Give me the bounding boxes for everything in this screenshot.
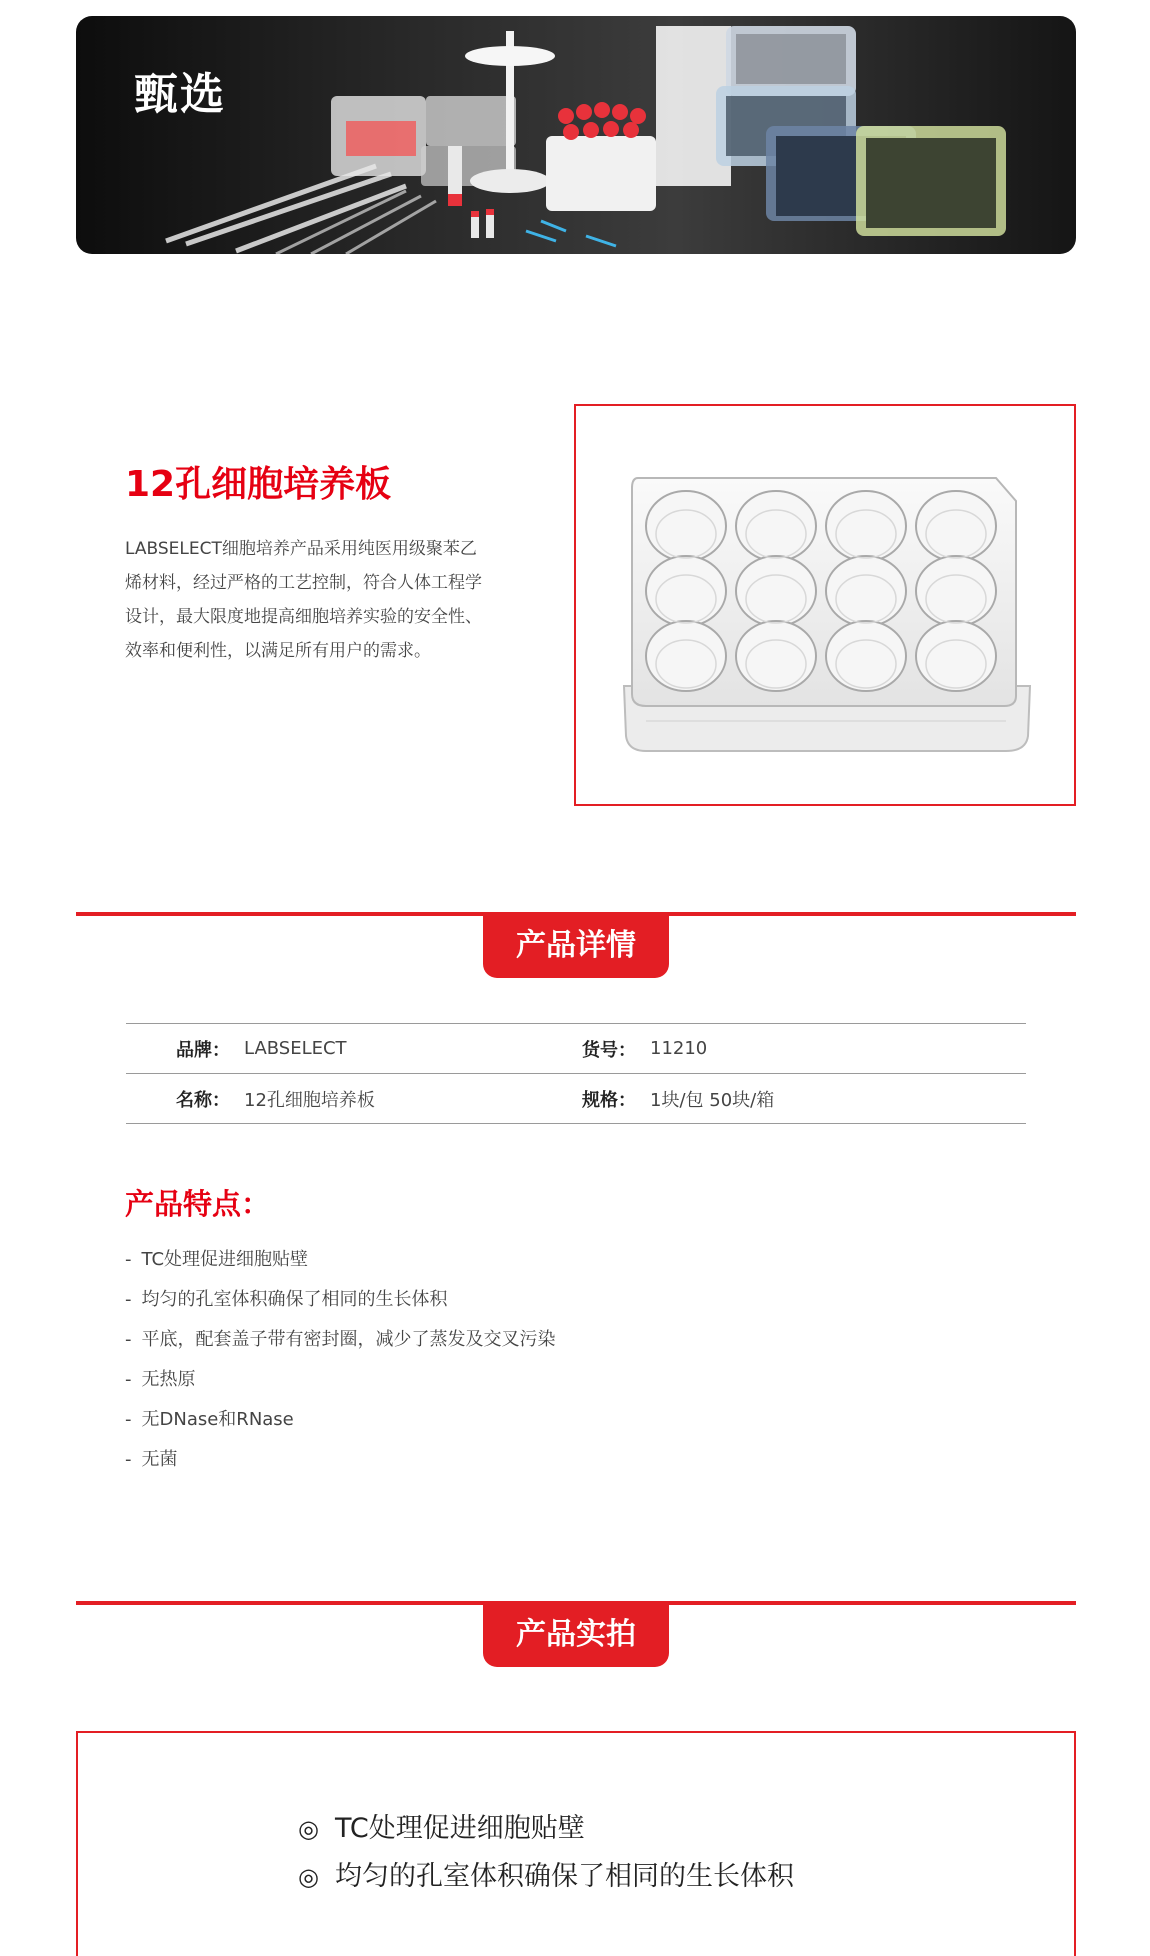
spec-separator: ： — [618, 1039, 636, 1061]
feature-item — [125, 1320, 556, 1360]
feature-item — [125, 1240, 556, 1280]
feature-text: 无DNase和RNase — [141, 1409, 294, 1430]
photo-highlights-list — [298, 1805, 794, 1901]
spec-key: 规格 — [582, 1089, 618, 1111]
feature-dash: - — [125, 1249, 132, 1270]
feature-text: 无热原 — [141, 1369, 196, 1390]
feature-item — [125, 1360, 556, 1400]
spec-cell-specification — [576, 1086, 1026, 1112]
spec-value: LABSELECT — [244, 1038, 347, 1059]
product-description — [125, 532, 545, 668]
spec-value: 1块/包 50块/箱 — [650, 1089, 775, 1111]
feature-item — [125, 1440, 556, 1480]
feature-text: 平底，配套盖子带有密封圈，减少了蒸发及交叉污染 — [141, 1329, 556, 1350]
features-title: 产品特点： — [125, 1187, 271, 1221]
spec-cell-brand — [126, 1036, 576, 1062]
spec-separator: ： — [212, 1039, 230, 1061]
feature-dash: - — [125, 1369, 132, 1390]
product-description-line: 烯材料，经过严格的工艺控制，符合人体工程学 — [125, 573, 482, 593]
product-title: 12孔细胞培养板 — [125, 464, 392, 505]
feature-text: TC处理促进细胞贴壁 — [141, 1249, 309, 1270]
section-header-details: 产品详情 — [483, 914, 669, 978]
product-description-line: 效率和便利性，以满足所有用户的需求。 — [125, 641, 431, 661]
spec-table — [126, 1023, 1026, 1124]
photo-highlight-item — [298, 1805, 794, 1853]
spec-row — [126, 1024, 1026, 1074]
spec-value: 12孔细胞培养板 — [244, 1089, 375, 1111]
spec-key: 品牌 — [176, 1039, 212, 1061]
spec-value: 11210 — [650, 1038, 708, 1059]
spec-cell-name — [126, 1086, 576, 1112]
spec-row — [126, 1074, 1026, 1124]
cell-culture-plate-image — [576, 406, 1074, 804]
photo-highlight-text: 均匀的孔室体积确保了相同的生长体积 — [334, 1861, 794, 1892]
feature-item — [125, 1400, 556, 1440]
circle-bullet-icon: ◎ — [298, 1815, 319, 1843]
spec-key: 名称 — [176, 1089, 212, 1111]
feature-dash: - — [125, 1449, 132, 1470]
photo-highlight-text: TC处理促进细胞贴壁 — [334, 1813, 585, 1844]
circle-bullet-icon: ◎ — [298, 1863, 319, 1891]
product-description-line: 设计，最大限度地提高细胞培养实验的安全性、 — [125, 607, 482, 627]
banner-lab-products-illustration — [76, 16, 1076, 254]
hero-banner — [76, 16, 1076, 254]
feature-dash: - — [125, 1289, 132, 1310]
spec-cell-item-number — [576, 1036, 1026, 1062]
spec-key: 货号 — [582, 1039, 618, 1061]
feature-text: 均匀的孔室体积确保了相同的生长体积 — [141, 1289, 448, 1310]
feature-dash: - — [125, 1329, 132, 1350]
feature-dash: - — [125, 1409, 132, 1430]
brand-logo: 甄选 — [134, 69, 226, 120]
photo-highlight-item — [298, 1853, 794, 1901]
section-header-photos: 产品实拍 — [483, 1603, 669, 1667]
feature-item — [125, 1280, 556, 1320]
spec-separator: ： — [618, 1089, 636, 1111]
product-image-frame — [574, 404, 1076, 806]
features-list — [125, 1240, 556, 1480]
product-description-line: LABSELECT细胞培养产品采用纯医用级聚苯乙 — [125, 539, 477, 559]
spec-separator: ： — [212, 1089, 230, 1111]
feature-text: 无菌 — [141, 1449, 178, 1470]
